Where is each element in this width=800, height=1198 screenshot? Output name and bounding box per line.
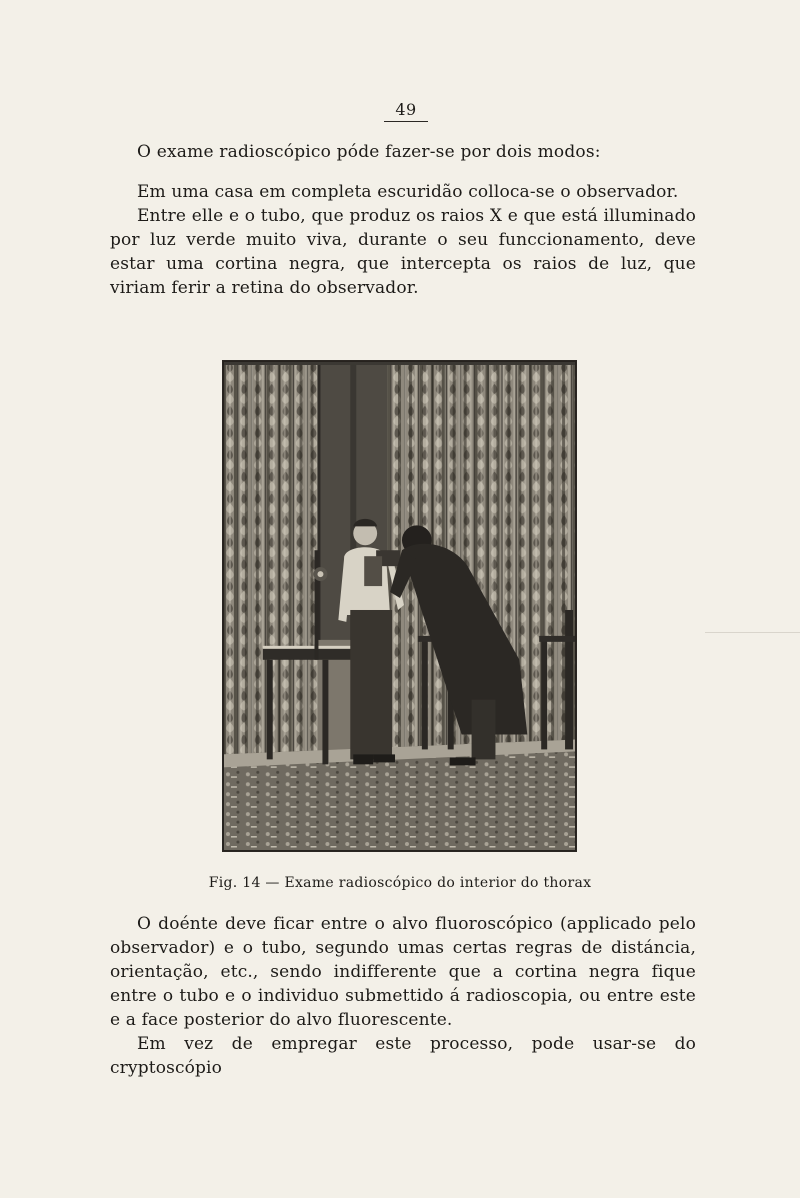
intro-line: O exame radioscópico póde fazer-se por dois modos: <box>137 142 601 162</box>
figure-caption: Fig. 14 — Exame radioscópico do interior do thorax <box>208 875 592 891</box>
page-fold-mark <box>705 632 800 633</box>
page-number: 49 <box>384 100 428 122</box>
paragraph-cryptoscope: Em vez de empregar este processo, pode usar-se do cryptoscópio <box>110 1034 696 1078</box>
top-text-block <box>110 180 696 300</box>
radioscopy-photo <box>223 361 576 851</box>
paragraph-patient: O doénte deve ficar entre o alvo fluoroscópico (applicado pelo observador) e o tubo, segundo umas certas regras de distáncia, orientação, etc., sendo indifferente que a cortina negra fique entre o tubo e o individuo submettido á radioscopia, ou entre este e a face posterior do alvo fluorescente. <box>110 914 696 1030</box>
figure-photograph <box>222 360 577 852</box>
paragraph-observer: Em uma casa em completa escuridão colloca-se o observador. <box>137 182 679 202</box>
paragraph-curtain: Entre elle e o tubo, que produz os raios X e que está illuminado por luz verde muito viva, durante o seu funccionamento, deve estar uma cortina negra, que intercepta os raios de luz, que viriam ferir a retina do observador. <box>110 206 696 298</box>
bottom-text-block <box>110 912 696 1080</box>
